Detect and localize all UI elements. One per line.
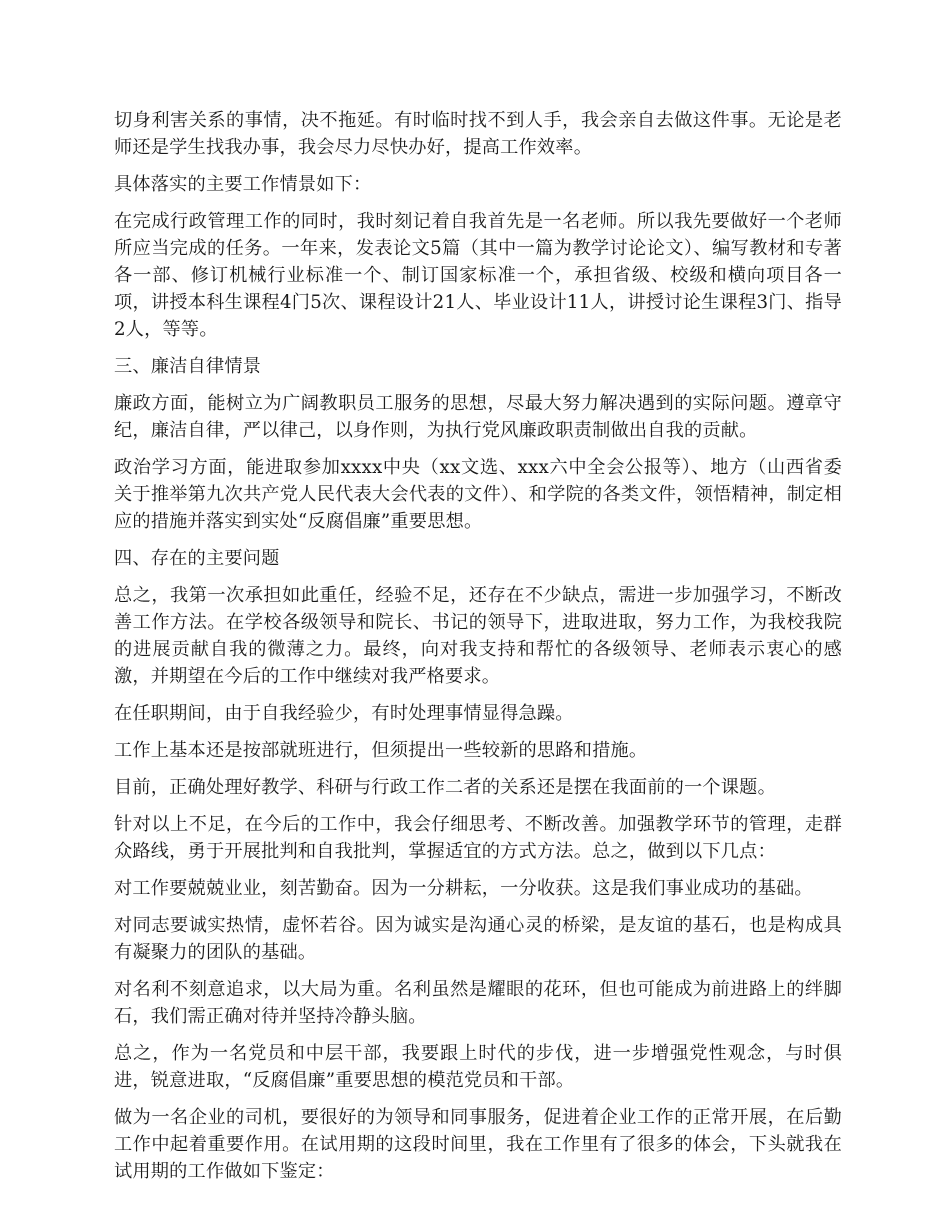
paragraph: 对工作要兢兢业业，刻苦勤奋。因为一分耕耘，一分收获。这是我们事业成功的基础。	[114, 878, 813, 899]
paragraph: 在完成行政管理工作的同时，我时刻记着自我首先是一名老师。所以我先要做好一个老师所应当完成的任务。一年来，发表论文5篇（其中一篇为教学讨论论文）、编写教材和专著各一部、修订机械行业标准一个、制订国家标准一个，承担省级、校级和横向项目各一项，讲授本科生课程4门5次、课程设计21人、毕业设计11人，讲授讨论生课程3门、指导2人，等等。	[114, 211, 842, 340]
paragraph: 在任职期间，由于自我经验少，有时处理事情显得急躁。	[114, 703, 574, 724]
paragraph: 廉政方面，能树立为广阔教职员工服务的思想，尽最大努力解决遇到的实际问题。遵章守纪，廉洁自律，严以律己，以身作则，为执行党风廉政职责制做出自我的贡献。	[114, 393, 842, 441]
paragraph: 做为一名企业的司机，要很好的为领导和同事服务，促进着企业工作的正常开展，在后勤工作中起着重要作用。在试用期的这段时间里，我在工作里有了很多的体会，下头就我在试用期的工作做如下鉴定：	[114, 1107, 842, 1182]
paragraph: 目前，正确处理好教学、科研与行政工作二者的关系还是摆在我面前的一个课题。	[114, 777, 776, 798]
paragraph: 总之，我第一次承担如此重任，经验不足，还存在不少缺点，需进一步加强学习，不断改善工作方法。在学校各级领导和院长、书记的领导下，进取进取，努力工作，为我校我院的进展贡献自我的微薄之力。最终，向对我支持和帮忙的各级领导、老师表示衷心的感激，并期望在今后的工作中继续对我严格要求。	[114, 585, 842, 687]
paragraph: 工作上基本还是按部就班进行，但须提出一些较新的思路和措施。	[114, 740, 648, 761]
paragraph: 具体落实的主要工作情景如下：	[114, 174, 372, 195]
paragraph: 对同志要诚实热情，虚怀若谷。因为诚实是沟通心灵的桥梁，是友谊的基石，也是构成具有凝聚力的团队的基础。	[114, 915, 842, 963]
section-heading: 四、存在的主要问题	[114, 548, 280, 569]
section-heading: 三、廉洁自律情景	[114, 356, 262, 377]
paragraph: 总之，作为一名党员和中层干部，我要跟上时代的步伐，进一步增强党性观念，与时俱进，锐意进取，“反腐倡廉”重要思想的模范党员和干部。	[114, 1043, 842, 1091]
document-page	[114, 107, 842, 1195]
paragraph: 针对以上不足，在今后的工作中，我会仔细思考、不断改善。加强教学环节的管理，走群众路线，勇于开展批判和自我批判，掌握适宜的方式方法。总之，做到以下几点：	[114, 814, 842, 862]
paragraph: 对名利不刻意追求，以大局为重。名利虽然是耀眼的花环，但也可能成为前进路上的绊脚石，我们需正确对待并坚持冷静头脑。	[114, 979, 842, 1027]
paragraph: 政治学习方面，能进取参加xxxx中央（xx文选、xxx六中全会公报等）、地方（山西省委关于推举第九次共产党人民代表大会代表的文件）、和学院的各类文件，领悟精神，制定相应的措施并落实到实处“反腐倡廉”重要思想。	[114, 457, 842, 532]
paragraph: 切身利害关系的事情，决不拖延。有时临时找不到人手，我会亲自去做这件事。无论是老师还是学生找我办事，我会尽力尽快办好，提高工作效率。	[114, 110, 842, 158]
